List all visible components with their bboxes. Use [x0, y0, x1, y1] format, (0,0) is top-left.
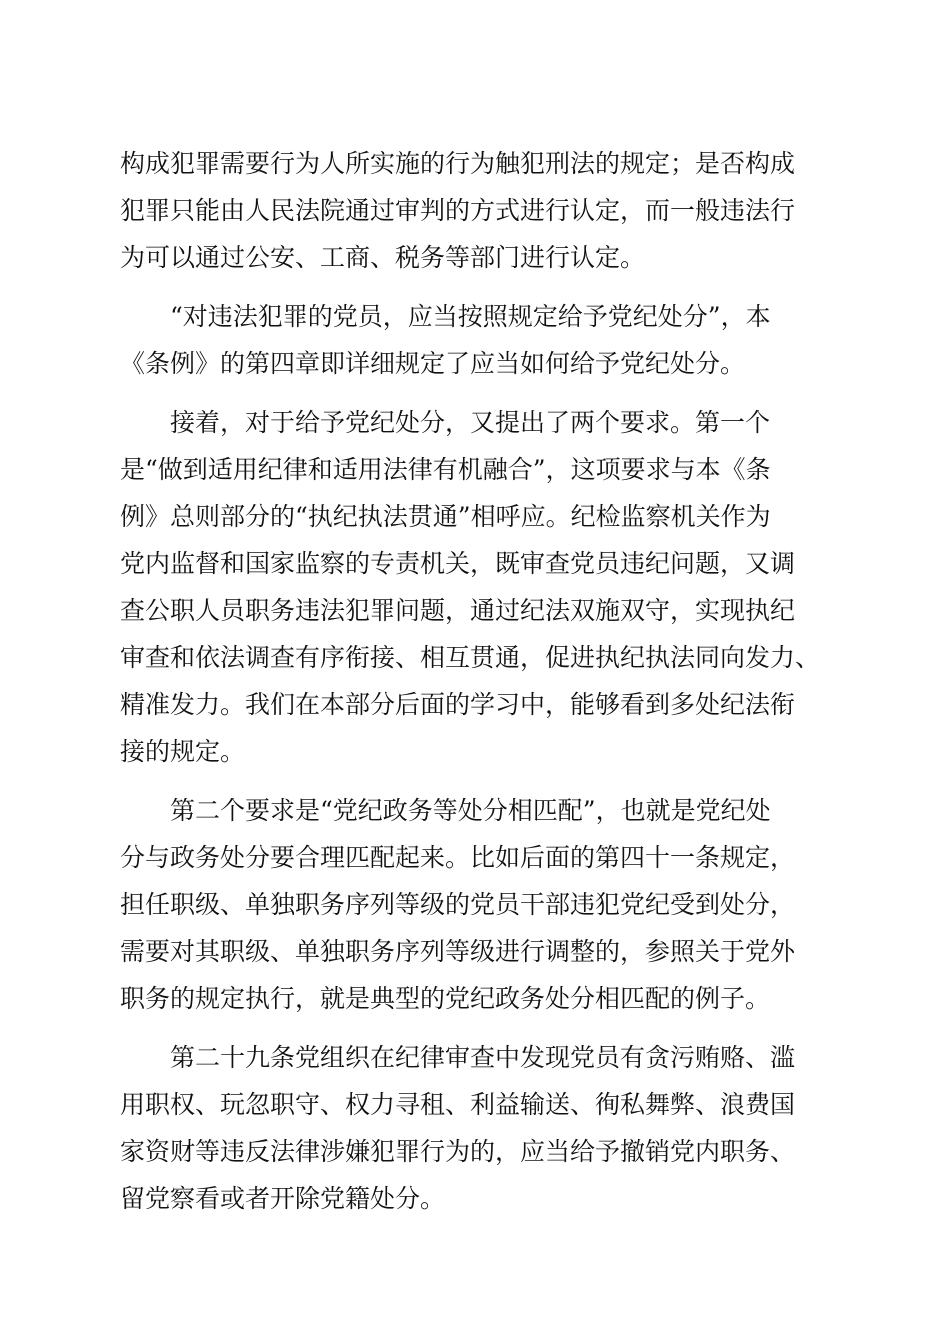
- text-line: 接的规定。: [120, 737, 246, 766]
- text-line: 接着，对于给予党纪处分，又提出了两个要求。第一个: [170, 408, 771, 437]
- text-line: 第二十九条党组织在纪律审查中发现党员有贪污贿赂、滥: [170, 1043, 796, 1072]
- paragraph-crime-definition: [120, 140, 840, 281]
- text-line: 构成犯罪需要行为人所实施的行为触犯刑法的规定；是否构成: [120, 149, 796, 178]
- text-line: 例》总则部分的“执纪执法贯通”相呼应。纪检监察机关作为: [120, 502, 771, 531]
- paragraph-party-discipline: [120, 293, 840, 387]
- text-line: 家资财等违反法律涉嫌犯罪行为的，应当给予撤销党内职务、: [120, 1137, 796, 1166]
- text-line: “对违法犯罪的党员，应当按照规定给予党纪处分”，本: [170, 302, 771, 331]
- text-line: 《条例》的第四章即详细规定了应当如何给予党纪处分。: [120, 349, 746, 378]
- text-line: 留党察看或者开除党籍处分。: [120, 1184, 446, 1213]
- paragraph-article-29: [120, 1034, 840, 1222]
- text-line: 分与政务处分要合理匹配起来。比如后面的第四十一条规定，: [120, 843, 796, 872]
- text-line: 犯罪只能由人民法院通过审判的方式进行认定，而一般违法行: [120, 196, 796, 225]
- text-line: 需要对其职级、单独职务序列等级进行调整的，参照关于党外: [120, 937, 796, 966]
- text-line: 党内监督和国家监察的专责机关，既审查党员违纪问题，又调: [120, 549, 796, 578]
- text-line: 第二个要求是“党纪政务等处分相匹配”，也就是党纪处: [170, 796, 771, 825]
- document-body: [120, 140, 840, 1222]
- text-line: 为可以通过公安、工商、税务等部门进行认定。: [120, 243, 646, 272]
- text-line: 审查和依法调查有序衔接、相互贯通，促进执纪执法同向发力、: [120, 643, 821, 672]
- text-line: 是“做到适用纪律和适用法律有机融合”，这项要求与本《条: [120, 455, 771, 484]
- text-line: 担任职级、单独职务序列等级的党员干部违犯党纪受到处分，: [120, 890, 796, 919]
- paragraph-second-requirement: [120, 787, 840, 1022]
- text-line: 用职权、玩忽职守、权力寻租、利益输送、徇私舞弊、浪费国: [120, 1090, 796, 1119]
- text-line: 精准发力。我们在本部分后面的学习中，能够看到多处纪法衔: [120, 690, 796, 719]
- paragraph-first-requirement: [120, 399, 840, 775]
- text-line: 职务的规定执行，就是典型的党纪政务处分相匹配的例子。: [120, 984, 771, 1013]
- text-line: 查公职人员职务违法犯罪问题，通过纪法双施双守，实现执纪: [120, 596, 796, 625]
